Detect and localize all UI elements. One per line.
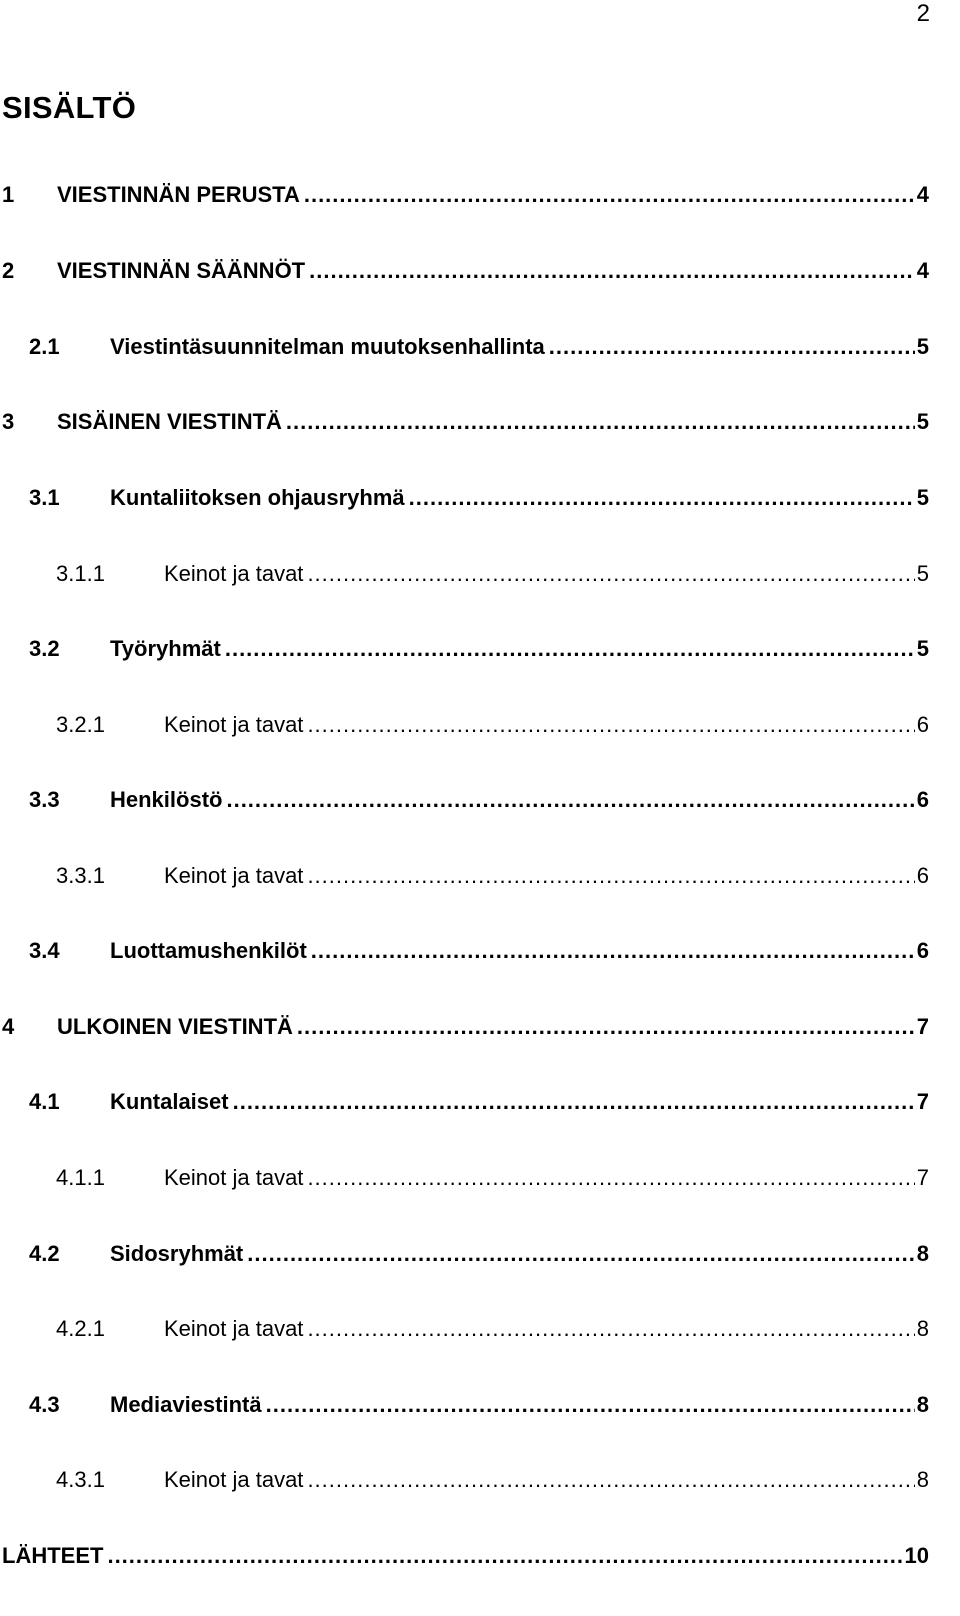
toc-entry-title: Keinot ja tavat (164, 863, 304, 888)
toc-entry-title: Kuntaliitoksen ohjausryhmä (110, 485, 405, 510)
toc-entry-page: 6 (916, 712, 929, 737)
toc-entry-number: 1 (2, 182, 15, 207)
toc-entry-page: 8 (916, 1316, 929, 1341)
toc-entry-4-3[interactable] (29, 1386, 929, 1418)
toc-entry-title: Keinot ja tavat (164, 712, 304, 737)
toc-entry-page: 5 (916, 561, 929, 586)
toc-entry-title: VIESTINNÄN SÄÄNNÖT (57, 258, 306, 283)
toc-dot-leader (307, 1467, 914, 1493)
toc-entry-number: 4.2 (29, 1241, 60, 1266)
toc-entry-title: Mediaviestintä (110, 1392, 262, 1417)
toc-entry-page: 10 (904, 1543, 929, 1568)
toc-entry-number: 3.2.1 (56, 712, 105, 737)
toc-entry-lahteet[interactable] (2, 1537, 929, 1569)
toc-dot-leader (304, 182, 915, 208)
toc-entry-page: 8 (916, 1241, 929, 1266)
toc-entry-number: 3.1 (29, 485, 60, 510)
toc-entry-title: Viestintäsuunnitelman muutoksenhallinta (110, 334, 545, 359)
toc-entry-number: 3.3 (29, 787, 60, 812)
toc-entry-title: Työryhmät (110, 636, 221, 661)
toc-entry-number: 3.1.1 (56, 561, 105, 586)
toc-entry-3-1[interactable] (29, 479, 929, 511)
toc-entry-number: 4 (2, 1014, 15, 1039)
toc-entry-title: Kuntalaiset (110, 1089, 229, 1114)
toc-dot-leader (309, 258, 915, 284)
toc-entry-3-2[interactable] (29, 630, 929, 662)
toc-entry-4-2[interactable] (29, 1235, 929, 1267)
toc-title: SISÄLTÖ (2, 90, 137, 125)
toc-entry-3[interactable] (2, 403, 929, 435)
toc-dot-leader (226, 787, 914, 813)
toc-entry-number: 4.1.1 (56, 1165, 105, 1190)
toc-entry-title: ULKOINEN VIESTINTÄ (57, 1014, 293, 1039)
page-number: 2 (916, 0, 930, 27)
toc-entry-3-3-1[interactable] (56, 857, 929, 889)
toc-dot-leader (409, 485, 915, 511)
toc-entry-title: Sidosryhmät (110, 1241, 244, 1266)
toc-entry-number: 4.2.1 (56, 1316, 105, 1341)
toc-entry-number: 2 (2, 258, 15, 283)
toc-entry-4-3-1[interactable] (56, 1461, 929, 1493)
toc-dot-leader (307, 863, 914, 889)
toc-entry-page: 8 (916, 1467, 929, 1492)
toc-entry-page: 6 (916, 787, 929, 812)
toc-dot-leader (107, 1543, 902, 1569)
toc-entry-page: 6 (916, 938, 929, 963)
toc-entry-3-4[interactable] (29, 932, 929, 964)
toc-entry-title: VIESTINNÄN PERUSTA (57, 182, 300, 207)
toc-entry-title: Keinot ja tavat (164, 1316, 304, 1341)
toc-entry-4-2-1[interactable] (56, 1310, 929, 1342)
toc-entry-4-1[interactable] (29, 1083, 929, 1115)
toc-entry-2[interactable] (2, 252, 929, 284)
toc-entry-number: 3.3.1 (56, 863, 105, 888)
toc-entry-number: 3 (2, 409, 15, 434)
toc-entry-3-1-1[interactable] (56, 555, 929, 587)
toc-entry-number: 2.1 (29, 334, 60, 359)
toc-entry-number: 4.3 (29, 1392, 60, 1417)
toc-entry-title: SISÄINEN VIESTINTÄ (57, 409, 282, 434)
toc-entry-page: 7 (916, 1089, 929, 1114)
toc-dot-leader (247, 1241, 914, 1267)
toc-entry-number: 3.2 (29, 636, 60, 661)
toc-dot-leader (307, 712, 914, 738)
toc-entry-3-2-1[interactable] (56, 706, 929, 738)
toc-entry-number: 4.3.1 (56, 1467, 105, 1492)
toc-dot-leader (286, 409, 915, 435)
toc-entry-page: 4 (916, 258, 929, 283)
toc-entry-page: 5 (916, 334, 929, 359)
toc-entry-title: Keinot ja tavat (164, 1467, 304, 1492)
toc-dot-leader (311, 938, 915, 964)
toc-dot-leader (225, 636, 915, 662)
toc-entry-number: 3.4 (29, 938, 60, 963)
toc-entry-2-1[interactable] (29, 328, 929, 360)
toc-entry-4-1-1[interactable] (56, 1159, 929, 1191)
toc-dot-leader (549, 334, 915, 360)
toc-dot-leader (233, 1089, 915, 1115)
toc-dot-leader (266, 1392, 915, 1418)
toc-entry-page: 6 (916, 863, 929, 888)
toc-entry-4[interactable] (2, 1008, 929, 1040)
toc-entry-page: 5 (916, 485, 929, 510)
toc-entry-number: 4.1 (29, 1089, 60, 1114)
toc-dot-leader (307, 1316, 914, 1342)
toc-entry-page: 7 (916, 1165, 929, 1190)
toc-entry-title: Keinot ja tavat (164, 561, 304, 586)
toc-entry-title: Henkilöstö (110, 787, 223, 812)
toc-entry-title: LÄHTEET (2, 1543, 104, 1568)
toc-dot-leader (307, 561, 914, 587)
toc-dot-leader (297, 1014, 915, 1040)
toc-entry-1[interactable] (2, 176, 929, 208)
toc-entry-3-3[interactable] (29, 781, 929, 813)
toc-entry-page: 5 (916, 409, 929, 434)
toc-entry-page: 4 (916, 182, 929, 207)
toc-entry-page: 8 (916, 1392, 929, 1417)
toc-entry-title: Keinot ja tavat (164, 1165, 304, 1190)
toc-dot-leader (307, 1165, 914, 1191)
toc-entry-page: 7 (916, 1014, 929, 1039)
toc-entry-page: 5 (916, 636, 929, 661)
toc-entry-title: Luottamushenkilöt (110, 938, 307, 963)
